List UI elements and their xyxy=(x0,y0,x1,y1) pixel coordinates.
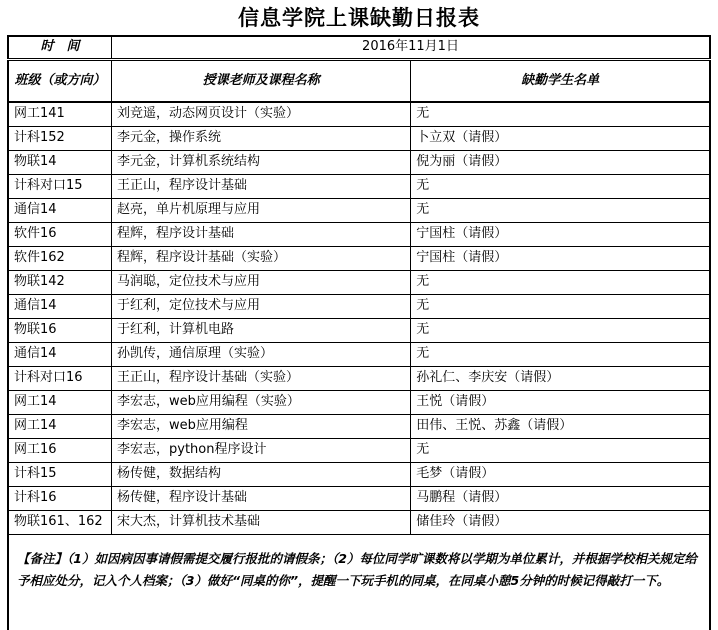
table-row xyxy=(8,175,710,199)
teacher-course-cell: 杨传健，数据结构 xyxy=(112,463,411,487)
table-row xyxy=(8,391,710,415)
time-label: 时 间 xyxy=(8,36,112,60)
remarks-row xyxy=(8,535,710,630)
class-cell: 网工14 xyxy=(8,415,112,439)
teacher-course-cell: 李宏志，web应用编程（实验） xyxy=(112,391,411,415)
teacher-course-cell: 李宏志，python程序设计 xyxy=(112,439,411,463)
page-title: 信息学院上课缺勤日报表 xyxy=(238,6,480,30)
teacher-course-cell: 王正山，程序设计基础 xyxy=(112,175,411,199)
table-row xyxy=(8,343,710,367)
table-row xyxy=(8,367,710,391)
teacher-course-cell: 宋大杰，计算机技术基础 xyxy=(112,511,411,535)
class-cell: 计科15 xyxy=(8,463,112,487)
absent-students-cell: 储佳玲（请假） xyxy=(411,511,710,535)
report-page xyxy=(7,0,711,630)
absent-students-cell: 无 xyxy=(411,271,710,295)
teacher-course-cell: 孙凯传，通信原理（实验） xyxy=(112,343,411,367)
table-row xyxy=(8,487,710,511)
table-row xyxy=(8,199,710,223)
absent-students-cell: 无 xyxy=(411,175,710,199)
absent-students-cell: 孙礼仁、李庆安（请假） xyxy=(411,367,710,391)
table-row xyxy=(8,319,710,343)
teacher-course-cell: 李元金，计算机系统结构 xyxy=(112,151,411,175)
time-row xyxy=(8,36,710,60)
table-row xyxy=(8,271,710,295)
column-header-absent-students: 缺勤学生名单 xyxy=(411,60,710,103)
class-cell: 计科16 xyxy=(8,487,112,511)
teacher-course-cell: 程辉，程序设计基础（实验） xyxy=(112,247,411,271)
class-cell: 计科152 xyxy=(8,127,112,151)
teacher-course-cell: 于红利，计算机电路 xyxy=(112,319,411,343)
date-value: 2016年11月1日 xyxy=(112,36,711,60)
absent-students-cell: 无 xyxy=(411,199,710,223)
header-row xyxy=(8,60,710,103)
column-header-class: 班级（或方向） xyxy=(8,60,112,103)
class-cell: 软件162 xyxy=(8,247,112,271)
table-row xyxy=(8,415,710,439)
class-cell: 网工141 xyxy=(8,102,112,127)
table-row xyxy=(8,102,710,127)
absent-students-cell: 无 xyxy=(411,343,710,367)
table-row xyxy=(8,127,710,151)
absent-students-cell: 马鹏程（请假） xyxy=(411,487,710,511)
absent-students-cell: 无 xyxy=(411,295,710,319)
table-row xyxy=(8,463,710,487)
column-header-teacher-course: 授课老师及课程名称 xyxy=(112,60,411,103)
teacher-course-cell: 杨传健，程序设计基础 xyxy=(112,487,411,511)
class-cell: 网工14 xyxy=(8,391,112,415)
absent-students-cell: 毛梦（请假） xyxy=(411,463,710,487)
attendance-table xyxy=(7,35,711,630)
class-cell: 计科对口15 xyxy=(8,175,112,199)
table-row xyxy=(8,439,710,463)
table-row xyxy=(8,511,710,535)
teacher-course-cell: 刘竞遥，动态网页设计（实验） xyxy=(112,102,411,127)
teacher-course-cell: 李宏志，web应用编程 xyxy=(112,415,411,439)
class-cell: 物联16 xyxy=(8,319,112,343)
class-cell: 通信14 xyxy=(8,343,112,367)
teacher-course-cell: 程辉，程序设计基础 xyxy=(112,223,411,247)
remarks-text: 【备注】（1）如因病因事请假需提交履行报批的请假条；（2）每位同学旷课数将以学期为单位累计，并根据学校相关规定给予相应处分，记入个人档案；（3）做好“同桌的你”，提醒一下玩手机的同桌，在同桌小憩5分钟的时候记得敲打一下。 xyxy=(8,535,710,630)
class-cell: 物联14 xyxy=(8,151,112,175)
table-row xyxy=(8,295,710,319)
class-cell: 通信14 xyxy=(8,295,112,319)
teacher-course-cell: 于红利，定位技术与应用 xyxy=(112,295,411,319)
class-cell: 计科对口16 xyxy=(8,367,112,391)
absent-students-cell: 无 xyxy=(411,102,710,127)
absent-students-cell: 卜立双（请假） xyxy=(411,127,710,151)
teacher-course-cell: 王正山，程序设计基础（实验） xyxy=(112,367,411,391)
class-cell: 通信14 xyxy=(8,199,112,223)
absent-students-cell: 田伟、王悦、苏鑫（请假） xyxy=(411,415,710,439)
absent-students-cell: 无 xyxy=(411,439,710,463)
class-cell: 物联161、162 xyxy=(8,511,112,535)
table-row xyxy=(8,223,710,247)
class-cell: 软件16 xyxy=(8,223,112,247)
absent-students-cell: 宁国柱（请假） xyxy=(411,223,710,247)
teacher-course-cell: 赵亮，单片机原理与应用 xyxy=(112,199,411,223)
absent-students-cell: 王悦（请假） xyxy=(411,391,710,415)
class-cell: 物联142 xyxy=(8,271,112,295)
teacher-course-cell: 李元金，操作系统 xyxy=(112,127,411,151)
absent-students-cell: 宁国柱（请假） xyxy=(411,247,710,271)
teacher-course-cell: 马润聪，定位技术与应用 xyxy=(112,271,411,295)
absent-students-cell: 倪为丽（请假） xyxy=(411,151,710,175)
table-row xyxy=(8,151,710,175)
class-cell: 网工16 xyxy=(8,439,112,463)
absent-students-cell: 无 xyxy=(411,319,710,343)
table-row xyxy=(8,247,710,271)
